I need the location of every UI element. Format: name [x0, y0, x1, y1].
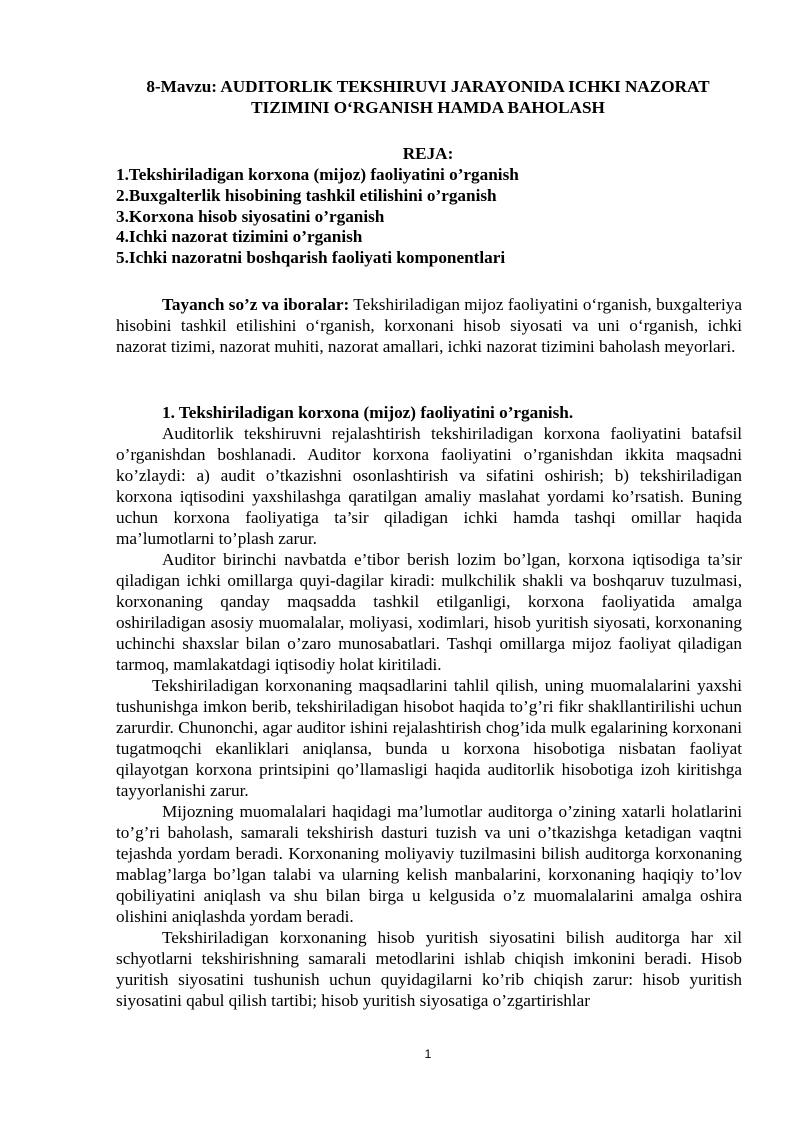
section-heading: 1. Tekshiriladigan korxona (mijoz) faoliyatini o’rganish.	[162, 403, 574, 422]
plan-item: 5.Ichki nazoratni boshqarish faoliyati komponentlari	[116, 248, 506, 268]
title-line-2: TIZIMINI O‘RGANISH HAMDA BAHOLASH	[251, 98, 605, 117]
keywords-block	[116, 294, 742, 357]
body-paragraph: Auditorlik tekshiruvni rejalashtirish tekshiriladigan korxona faoliyatini batafsil o’rganishdan boshlanadi. Auditor korxona faoliyatini o’rganishdan ikkita maqsadni ko’zlaydi: a) audit o’tkazishni osonlashtirish va sifatini oshirish; b) tekshiriladigan korxona iqtisodini yaxshilashga qaratilgan amaliy maslahat yordami ko’rsatish. Buning uchun korxona faoliyatiga ta’sir qiladigan ichki hamda tashqi omillar haqida ma’lumotlarni to’plash zarur.	[116, 424, 742, 548]
section-1	[116, 402, 742, 1011]
body-paragraph: Mijozning muomalalari haqidagi ma’lumotlar auditorga o’zining xatarli holatlarini to’g’ri baholash, samarali tekshirish dasturi tuzish va uni o’tkazishga ketadigan vaqtni tejashda yordam beradi. Korxonaning moliyaviy tuzilmasini bilish auditorga korxonaning mablag’larga bo’lgan talabi va ularning kelish manbalarini, korxonaning haqiqiy to’lov qobiliyatini aniqlash va shu bilan birga u kelgusida o’z muomalalarini amalga oshira olishini aniqlashda yordam beradi.	[116, 802, 742, 926]
body-paragraph: Tekshiriladigan korxonaning maqsadlarini tahlil qilish, uning muomalalarini yaxshi tushunishga imkon berib, tekshiriladigan hisobot haqida to’g’ri fikr shakllantirilishi uchun zarurdir. Chunonchi, agar auditor ishini rejalashtirish chog’ida mulk egalarining korxonani tugatmoqchi ekanliklari aniqlansa, bunda u korxona hisobotiga nisbatan faoliyat qilayotgan korxona printsipini qo’llamasligi haqida auditorlik hisobotiga izoh kiritishga tayyorlanishi zarur.	[116, 676, 742, 800]
plan-heading: REJA:	[402, 144, 454, 163]
plan-item: 3.Korxona hisob siyosatini o’rganish	[116, 206, 385, 226]
plan-item: 4.Ichki nazorat tizimini o’rganish	[116, 227, 363, 247]
keywords-text: Tekshiriladigan mijoz faoliyatini o‘rganish, buxgalteriya hisobini tashkil etilishini o‘rganish, korxonani hisob siyosati va uni o‘rganish, ichki nazorat tizimi, nazorat muhiti, nazorat amallari, ichki nazorat tizimini baholash meyorlari.	[116, 295, 742, 356]
page-number: 1	[424, 1047, 432, 1061]
document-title	[100, 76, 756, 118]
plan-item: 2.Buxgalterlik hisobining tashkil etilishini o’rganish	[116, 185, 497, 205]
title-line-1: 8-Mavzu: AUDITORLIK TEKSHIRUVI JARAYONIDA ICHKI NAZORAT	[146, 77, 710, 96]
body-paragraph: Auditor birinchi navbatda e’tibor berish lozim bo’lgan, korxona iqtisodiga ta’sir qiladigan ichki omillarga quyi-dagilar kiradi: mulkchilik shakli va boshqaruv tuzulmasi, korxonaning qanday maqsadda tashkil etilganligi, korxona faoliyatida amalga oshiriladigan asosiy muomalalar, moliyasi, xodimlari, hisob yuritish siyosati, korxonaning uchinchi shaxslar bilan o’zaro munosabatlari. Tashqi omillarga mijoz faoliyat qiladigan tarmoq, mamlakatdagi iqtisodiy holat kiritiladi.	[116, 550, 742, 674]
body-paragraph: Tekshiriladigan korxonaning hisob yuritish siyosatini bilish auditorga har xil schyotlarni tekshirishning samarali metodlarini ishlab chiqish imkonini beradi. Hisob yuritish siyosatini tushunish uchun quyidagilarni ko’rib chiqish zarur: hisob yuritish siyosatini qabul qilish tartibi; hisob yuritish siyosatiga o’zgartirishlar	[116, 928, 742, 1010]
plan-item: 1.Tekshiriladigan korxona (mijoz) faoliyatini o’rganish	[116, 165, 519, 184]
keywords-paragraph	[116, 294, 742, 357]
plan-list	[116, 165, 519, 269]
keywords-label: Tayanch so’z va iboralar:	[162, 295, 350, 314]
